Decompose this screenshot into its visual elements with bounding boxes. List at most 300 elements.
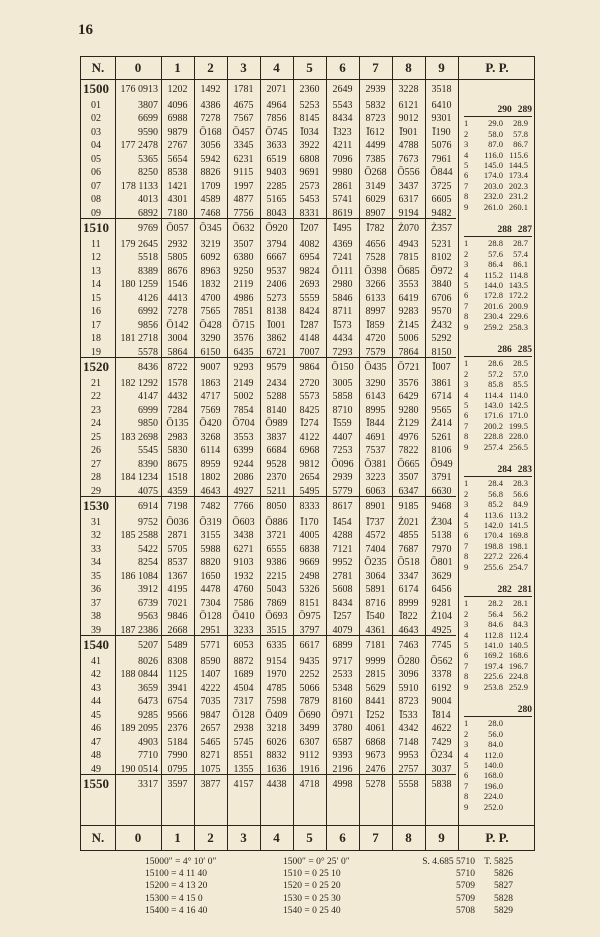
header-digit: 5 — [306, 830, 313, 845]
mantissa-cell: 4903 — [138, 736, 158, 748]
digit-cell: Ż104 — [430, 611, 453, 622]
digit-cell: 5006 — [398, 333, 419, 344]
digit-cell: Ō665 — [397, 458, 420, 470]
digit-cell: 7565 — [200, 306, 221, 317]
pp-value: 112.4 — [509, 629, 528, 640]
header-digit: 0 — [134, 60, 142, 75]
digit-cell: 7385 — [365, 153, 386, 165]
digit-cell: 8676 — [167, 265, 188, 277]
digit-cell: 7961 — [431, 153, 452, 165]
digit-cell: 6419 — [398, 292, 419, 304]
digit-cell: 2071 — [266, 84, 287, 95]
digit-cell: 7482 — [200, 501, 221, 512]
pp-value: 57.4 — [513, 248, 528, 259]
digit-cell: 1997 — [233, 180, 254, 192]
digit-cell: 7756 — [233, 207, 254, 219]
pp-row — [464, 390, 532, 400]
pp-value: 56.2 — [513, 608, 528, 619]
digit-cell: 9691 — [299, 167, 320, 178]
footer-note-a: 15400 = 4 16 40 — [145, 905, 208, 916]
digit-cell: Ī737 — [366, 516, 385, 528]
footer-note-c: 5709 — [456, 893, 475, 904]
digit-cell: 1518 — [167, 472, 188, 483]
pp-row — [464, 322, 532, 332]
footer-note-d: T. 5825 — [484, 857, 513, 867]
digit-cell: 9403 — [266, 167, 287, 178]
pp-multiplier: 9 — [464, 561, 469, 572]
digit-cell: 9879 — [167, 126, 188, 138]
digit-cell: Ō801 — [430, 557, 453, 568]
pp-row — [464, 238, 532, 248]
footer-note-a: 15200 = 4 13 20 — [145, 881, 208, 892]
pp-value: 260.1 — [508, 201, 528, 212]
digit-cell: 9435 — [299, 655, 320, 667]
pp-row — [464, 510, 532, 520]
digit-cell: Ī252 — [366, 709, 385, 721]
mantissa-cell: 188 0844 — [120, 669, 158, 680]
pp-multiplier: 3 — [464, 139, 469, 150]
digit-cell: 1355 — [233, 763, 254, 775]
digit-cell: 2668 — [167, 624, 188, 636]
digit-cell: Ō745 — [265, 126, 288, 138]
digit-cell: 9669 — [299, 557, 320, 568]
pp-value: 114.0 — [509, 389, 528, 400]
pp-value: 116.0 — [484, 149, 503, 160]
digit-cell: 7766 — [233, 501, 254, 512]
mantissa-cell: 3912 — [138, 584, 158, 595]
digit-cell: Ō057 — [166, 223, 189, 234]
digit-cell: Ż357 — [430, 223, 453, 234]
digit-cell: 5891 — [365, 584, 386, 595]
pp-value: 174.0 — [483, 170, 503, 181]
pp-value: 142.5 — [508, 400, 528, 411]
row-label: 37 — [91, 597, 101, 609]
digit-cell: 7096 — [332, 153, 353, 165]
mantissa-cell: 8026 — [138, 655, 158, 667]
pp-col-label: 287 — [517, 225, 532, 235]
digit-cell: Ō971 — [331, 709, 354, 721]
digit-cell: 3518 — [431, 84, 452, 95]
pp-row — [464, 170, 532, 180]
pp-value: 57.0 — [513, 368, 528, 379]
pp-multiplier: 6 — [464, 770, 469, 781]
pp-value: 170.4 — [483, 530, 503, 541]
pp-multiplier: 8 — [464, 431, 469, 442]
pp-value: 225.6 — [483, 671, 503, 682]
pp-col-label: 285 — [517, 345, 532, 355]
mantissa-cell: 5365 — [138, 153, 158, 165]
pp-value: 56.8 — [488, 488, 503, 499]
digit-cell: 6317 — [398, 194, 419, 205]
pp-col-label: 290 — [497, 105, 512, 115]
digit-cell: 3922 — [299, 140, 320, 151]
digit-cell: 4691 — [365, 431, 386, 443]
pp-value: 200.2 — [483, 420, 503, 431]
header-n: N. — [91, 830, 105, 845]
digit-cell: 7537 — [365, 445, 386, 456]
row-label: 12 — [91, 252, 101, 263]
header-n: N. — [91, 60, 105, 75]
digit-cell: 5858 — [332, 391, 353, 402]
digit-cell: 3576 — [398, 377, 419, 389]
digit-cell: 3507 — [398, 472, 419, 483]
digit-cell: 9280 — [398, 404, 419, 416]
pp-multiplier: 7 — [464, 300, 469, 311]
pp-value: 202.3 — [508, 180, 528, 191]
digit-cell: 7021 — [167, 597, 188, 609]
row-label: 07 — [91, 180, 101, 192]
header-digit: 1 — [174, 830, 181, 845]
pp-row — [464, 489, 532, 499]
header-digit: 3 — [240, 60, 247, 75]
header-digit: 2 — [207, 830, 214, 845]
digit-cell: 6092 — [200, 252, 221, 263]
digit-cell: Ō319 — [199, 516, 222, 528]
digit-cell: 2252 — [299, 669, 320, 680]
pp-value: 86.1 — [513, 259, 528, 270]
pp-multiplier: 8 — [464, 671, 469, 682]
digit-cell: 3228 — [398, 84, 419, 95]
pp-value: 84.0 — [488, 739, 503, 750]
footer-note-d: 5827 — [494, 881, 513, 892]
digit-cell: 8145 — [299, 113, 320, 124]
row-label: 08 — [91, 194, 101, 205]
digit-cell: 7035 — [200, 696, 221, 707]
digit-cell: Ō886 — [265, 516, 288, 528]
digit-cell: 5288 — [266, 391, 287, 402]
digit-cell: 2939 — [332, 472, 353, 483]
mantissa-cell: 4013 — [138, 194, 158, 205]
pp-value: 86.4 — [488, 259, 503, 270]
digit-cell: Ō949 — [430, 458, 453, 470]
digit-cell: 6754 — [167, 696, 188, 707]
pp-multiplier: 2 — [464, 728, 469, 739]
pp-multiplier: 2 — [464, 248, 469, 259]
digit-cell: 3004 — [167, 333, 188, 344]
digit-cell: Ō603 — [232, 516, 255, 528]
digit-cell: 7970 — [431, 543, 452, 555]
pp-row — [464, 541, 532, 551]
pp-multiplier: 3 — [464, 739, 469, 750]
digit-cell: 4700 — [200, 292, 221, 304]
digit-cell: 3721 — [266, 530, 287, 541]
mantissa-cell: 181 2718 — [120, 333, 158, 344]
digit-cell: 2815 — [365, 669, 386, 680]
digit-cell: 8907 — [365, 207, 386, 219]
digit-cell: 8716 — [365, 597, 386, 609]
digit-cell: Ō721 — [397, 362, 420, 373]
row-label: 1550 — [83, 776, 109, 791]
row-divider — [81, 79, 534, 80]
header-digit: 1 — [174, 60, 181, 75]
footer-notes — [145, 856, 513, 917]
digit-cell: 3155 — [200, 530, 221, 541]
pp-multiplier: 7 — [464, 660, 469, 671]
digit-cell: Ō556 — [397, 167, 420, 178]
digit-cell: 3290 — [365, 377, 386, 389]
row-label: 18 — [91, 333, 101, 344]
digit-cell: 8331 — [299, 207, 320, 219]
pp-value: 28.8 — [488, 238, 503, 249]
digit-cell: 7851 — [233, 306, 254, 317]
mantissa-cell: 9769 — [138, 223, 158, 234]
row-label: 25 — [91, 431, 101, 443]
digit-cell: 1863 — [200, 377, 221, 389]
footer-note-d: 5826 — [494, 869, 513, 880]
row-label: 22 — [91, 391, 101, 402]
digit-cell: Ż129 — [397, 418, 420, 429]
digit-cell: 8826 — [200, 167, 221, 178]
mantissa-cell: 6992 — [138, 306, 158, 317]
digit-cell: 6706 — [431, 292, 452, 304]
digit-cell: 7856 — [266, 113, 287, 124]
digit-cell: 7181 — [365, 640, 386, 651]
header-digit: 4 — [273, 830, 280, 845]
pp-value: 258.3 — [508, 321, 528, 332]
pp-row — [464, 191, 532, 201]
pp-multiplier: 3 — [464, 259, 469, 270]
digit-cell: 6899 — [332, 640, 353, 651]
pp-value: 56.0 — [488, 728, 503, 739]
digit-cell: 4157 — [233, 779, 254, 790]
digit-cell: 9847 — [200, 709, 221, 721]
pp-value: 57.8 — [513, 128, 528, 139]
pp-value: 28.0 — [488, 718, 503, 729]
digit-cell: 8271 — [200, 750, 221, 761]
header-digit: 5 — [306, 60, 313, 75]
digit-cell: 6410 — [431, 99, 452, 111]
digit-cell: 7121 — [332, 543, 353, 555]
digit-cell: 2657 — [200, 723, 221, 734]
pp-value: 84.6 — [488, 619, 503, 630]
pp-multiplier: 3 — [464, 499, 469, 510]
digit-cell: Ō234 — [430, 750, 453, 761]
digit-cell: 5779 — [332, 485, 353, 497]
header-digit: 9 — [438, 60, 445, 75]
group-divider — [81, 496, 456, 497]
digit-cell: Ō920 — [265, 223, 288, 234]
digit-cell: 7278 — [200, 113, 221, 124]
digit-cell: 5745 — [233, 736, 254, 748]
digit-cell: 4976 — [398, 431, 419, 443]
digit-cell: 8959 — [200, 458, 221, 470]
digit-cell: 2983 — [167, 431, 188, 443]
digit-cell: 4478 — [200, 584, 221, 595]
digit-cell: 6954 — [299, 252, 320, 263]
digit-cell: 9537 — [266, 265, 287, 277]
digit-cell: 9846 — [167, 611, 188, 622]
footer-note-row — [145, 868, 513, 880]
digit-cell: 5832 — [365, 99, 386, 111]
pp-value: 145.0 — [483, 160, 503, 171]
row-label: 05 — [91, 153, 101, 165]
digit-cell: 4096 — [167, 99, 188, 111]
digit-cell: Ō150 — [331, 362, 354, 373]
digit-cell: 8999 — [398, 597, 419, 609]
digit-cell: 2376 — [167, 723, 188, 734]
digit-cell: 3633 — [266, 140, 287, 151]
pp-value: 141.5 — [508, 520, 528, 531]
pp-row — [464, 421, 532, 431]
pp-value: 144.5 — [508, 160, 528, 171]
row-label: 28 — [91, 472, 101, 483]
digit-cell: 2951 — [200, 624, 221, 636]
digit-cell: 7687 — [398, 543, 419, 555]
digit-cell: 9824 — [299, 265, 320, 277]
row-label: 39 — [91, 624, 101, 636]
digit-cell: 5326 — [299, 584, 320, 595]
digit-cell: 8963 — [200, 265, 221, 277]
pp-value: 172.8 — [483, 290, 503, 301]
pp-value: 198.8 — [483, 540, 503, 551]
digit-cell: Ō168 — [199, 126, 222, 138]
row-label: 17 — [91, 319, 101, 331]
digit-cell: 4499 — [365, 140, 386, 151]
digit-cell: 2285 — [266, 180, 287, 192]
digit-cell: 3862 — [266, 333, 287, 344]
digit-cell: 9864 — [299, 362, 320, 373]
pp-row — [464, 781, 532, 791]
row-label: 38 — [91, 611, 101, 622]
digit-cell: 8140 — [266, 404, 287, 416]
pp-row — [464, 562, 532, 572]
digit-cell: 5465 — [200, 736, 221, 748]
digit-cell: 1421 — [167, 180, 188, 192]
mantissa-cell: 186 1084 — [120, 570, 158, 582]
digit-cell: 5292 — [431, 333, 452, 344]
mantissa-cell: 4147 — [138, 391, 158, 402]
digit-cell: Ī190 — [432, 126, 451, 138]
pp-value: 254.7 — [508, 561, 528, 572]
mantissa-cell: 6699 — [138, 113, 158, 124]
mantissa-cell: 9563 — [138, 611, 158, 622]
digit-cell: 5066 — [299, 682, 320, 694]
pp-row — [464, 718, 532, 728]
digit-cell: 2119 — [233, 279, 254, 290]
digit-cell: 7528 — [365, 252, 386, 263]
digit-cell: 4720 — [365, 333, 386, 344]
digit-cell: Ō280 — [397, 655, 420, 667]
digit-cell: Ī007 — [432, 362, 451, 373]
pp-value: 29.0 — [488, 118, 503, 129]
pp-value: 28.3 — [513, 478, 528, 489]
pp-value: 201.6 — [483, 300, 503, 311]
digit-cell: 5608 — [332, 584, 353, 595]
digit-cell: 4925 — [431, 624, 452, 636]
digit-cell: 4643 — [398, 624, 419, 636]
pp-multiplier: 4 — [464, 629, 469, 640]
mantissa-cell: 8250 — [138, 167, 158, 178]
pp-value: 228.8 — [483, 431, 503, 442]
digit-cell: 1546 — [167, 279, 188, 290]
digit-cell: 2654 — [299, 472, 320, 483]
digit-cell: 5002 — [233, 391, 254, 402]
digit-cell: Ō457 — [232, 126, 255, 138]
pp-value: 224.0 — [483, 791, 503, 802]
footer-note-b: 1500″ = 0° 25′ 0″ — [283, 857, 350, 867]
pp-value: 232.0 — [483, 191, 503, 202]
row-label: 41 — [91, 655, 101, 667]
mantissa-cell: 178 1133 — [120, 180, 158, 192]
pp-row — [464, 290, 532, 300]
digit-cell: 8102 — [431, 252, 452, 263]
digit-cell: 2434 — [266, 377, 287, 389]
digit-cell: 9579 — [266, 362, 287, 373]
pp-value: 84.3 — [513, 619, 528, 630]
pp-value: 173.4 — [508, 170, 528, 181]
pp-table — [464, 105, 532, 212]
footer-note-b: 1540 = 0 25 40 — [283, 905, 341, 916]
row-label: 43 — [91, 682, 101, 694]
digit-cell: 6667 — [266, 252, 287, 263]
digit-cell: 7304 — [200, 597, 221, 609]
digit-cell: 4359 — [167, 485, 188, 497]
header-digit: 6 — [339, 60, 346, 75]
digit-cell: Ż145 — [397, 319, 420, 331]
digit-cell: 8722 — [167, 362, 188, 373]
digit-cell: 1970 — [266, 669, 287, 680]
pp-value: 229.6 — [508, 311, 528, 322]
footer-note-c: 5708 — [456, 905, 475, 916]
pp-value: 227.2 — [483, 551, 503, 562]
pp-table — [464, 225, 532, 332]
pp-row — [464, 729, 532, 739]
digit-cell: 6429 — [398, 391, 419, 402]
digit-cell: 3056 — [200, 140, 221, 151]
pp-table — [464, 345, 532, 452]
pp-multiplier: 7 — [464, 420, 469, 431]
digit-cell: Ī573 — [333, 319, 352, 331]
digit-cell: 5741 — [332, 194, 353, 205]
digit-cell: 5348 — [332, 682, 353, 694]
digit-cell: 8425 — [299, 404, 320, 416]
digit-cell: 1202 — [167, 84, 188, 95]
digit-cell: 2215 — [266, 570, 287, 582]
digit-cell: Ō844 — [430, 167, 453, 178]
digit-cell: 0795 — [167, 763, 188, 775]
digit-cell: 9980 — [332, 167, 353, 178]
footer-note-row — [145, 880, 513, 892]
pp-multiplier: 2 — [464, 128, 469, 139]
digit-cell: 9194 — [398, 207, 419, 219]
digit-cell: 4622 — [431, 723, 452, 734]
digit-cell: Ō381 — [364, 458, 387, 470]
digit-cell: 7404 — [365, 543, 386, 555]
pp-multiplier: 3 — [464, 379, 469, 390]
pp-col-label: 280 — [517, 705, 532, 715]
digit-cell: 7293 — [332, 346, 353, 358]
digit-cell: 4195 — [167, 584, 188, 595]
digit-cell: 5495 — [299, 485, 320, 497]
digit-cell: 7463 — [398, 640, 419, 651]
row-label: 48 — [91, 750, 101, 761]
digit-cell: 4061 — [365, 723, 386, 734]
mantissa-cell: 5578 — [138, 346, 158, 358]
digit-cell: 7241 — [332, 252, 353, 263]
pp-multiplier: 4 — [464, 509, 469, 520]
pp-multiplier: 5 — [464, 640, 469, 651]
pp-value: 255.6 — [483, 561, 503, 572]
digit-cell: 4943 — [398, 238, 419, 250]
digit-cell: 3877 — [200, 779, 221, 790]
digit-cell: 1689 — [233, 669, 254, 680]
digit-cell: 8995 — [365, 404, 386, 416]
digit-cell: 8160 — [332, 696, 353, 707]
pp-value: 230.4 — [483, 311, 503, 322]
mantissa-cell: 8436 — [138, 362, 158, 373]
digit-cell: 9386 — [266, 557, 287, 568]
digit-cell: 5864 — [167, 346, 188, 358]
